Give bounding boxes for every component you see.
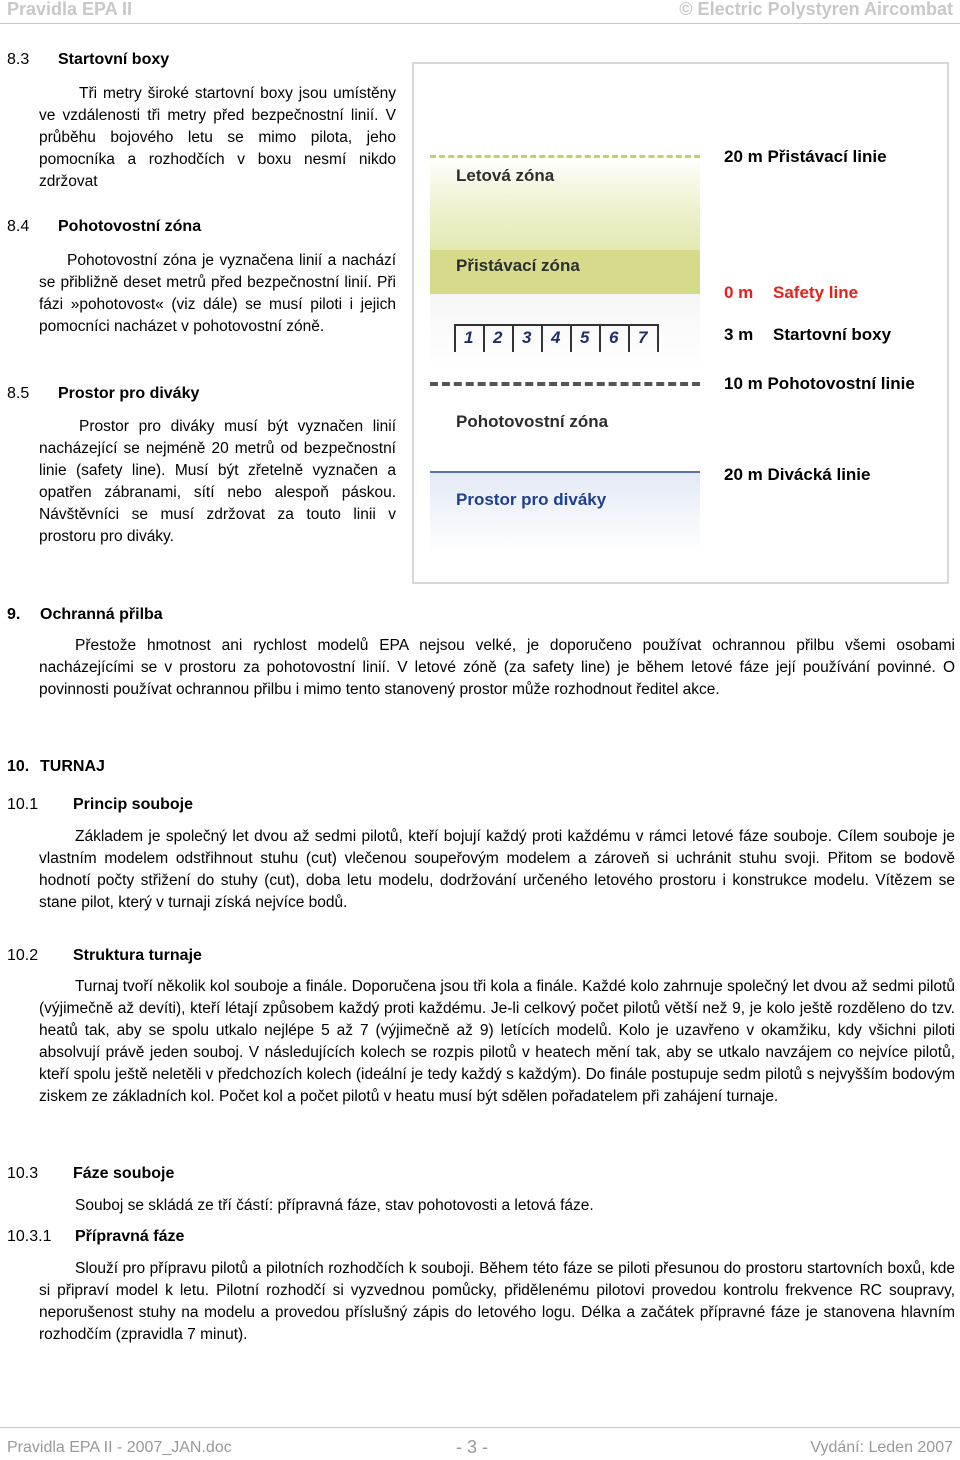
field-layout-diagram [412,62,949,584]
header-divider [0,23,960,24]
header-copyright: © Electric Polystyren Aircombat [679,0,953,19]
safety-line [430,291,700,294]
section-number: 9. [7,606,21,623]
section-number: 8.3 [7,51,30,68]
box-number: 7 [638,328,648,347]
starting-boxes [454,322,689,352]
boxes-distance-label: 3 m [724,325,754,344]
section-title: Princip souboje [73,796,194,813]
landing-line-label: 20 m Přistávací linie [724,147,887,166]
section-title: TURNAJ [40,758,105,775]
box-number: 2 [493,328,503,347]
flight-zone-label: Letová zóna [456,166,555,185]
section-number: 8.5 [7,385,30,402]
landing-zone-label: Přistávací zóna [456,256,580,275]
standby-zone-label: Pohotovostní zóna [456,412,609,431]
box-frame-end [657,324,659,352]
safety-distance-label: 0 m [724,283,754,302]
section-body: Základem je společný let dvou až sedmi pilotů, kteří bojují každý proti každému v rámci letové fáze souboje. Cílem souboje je vlastním modelem odstřihnout stuhu (cut) vlečenou soupeřovým modelem a zároveň si uchránit stuhu svoji. Přitom se bodově hodnotí počty střižení do stuhy (cut), doba letu modelu, dodržování určeného letového prostoru i konstrukce modelu. Vítězem se stane pilot, který v turnaji získá nejvíce bodů. [39,828,955,911]
footer-divider [0,1427,960,1428]
section-number: 8.4 [7,218,30,235]
section-title: Přípravná fáze [75,1228,185,1245]
section-title: Fáze souboje [73,1165,175,1182]
footer-edition: Vydání: Leden 2007 [810,1439,953,1456]
spectator-line [430,471,700,473]
spectator-zone-label: Prostor pro diváky [456,490,607,509]
section-body: Přestože hmotnost ani rychlost modelů EPA nejsou velké, je doporučeno používat ochrannou přilbu všemi osobami nacházejícími se v prostoru za pohotovostní linií. V letové zóně (za safety line) je během letové fáze její používání povinné. O povinnosti používat ochrannou přilbu i mimo tento stanovený prostor může rozhodnout ředitel akce. [39,637,955,698]
section-title: Struktura turnaje [73,947,202,964]
standby-line [430,382,700,386]
section-body: Souboj se skládá ze tří částí: přípravná fáze, stav pohotovosti a letová fáze. [75,1197,594,1214]
section-title: Startovní boxy [58,51,170,68]
boxes-label: Startovní boxy [773,325,892,344]
box-number: 5 [580,328,590,347]
spectator-zone-area [430,472,700,552]
section-title: Ochranná přilba [40,606,163,623]
section-number: 10. [7,758,30,775]
box-number: 1 [464,328,474,347]
section-body: Pohotovostní zóna je vyznačena linií a nachází se přibližně deset metrů před bezpečnostní linií. Při fázi »pohotovost« (viz dále) se musí piloti i jejich pomocníci nacházet v pohotovostní zóně. [39,252,396,335]
section-title: Pohotovostní zóna [58,218,202,235]
section-number: 10.2 [7,947,39,964]
landing-line [430,155,700,158]
box-number: 4 [551,328,561,347]
section-title: Prostor pro diváky [58,385,200,402]
spectator-line-label: 20 m Divácká linie [724,465,871,484]
box-number: 3 [522,328,532,347]
section-body: Prostor pro diváky musí být vyznačen linií nacházející se nejméně 20 metrů od bezpečnostní linie (safety line). Musí být zřetelně vyznačen a opatřen zábranami, sítí nebo alespoň páskou. Návštěvníci se musí zdržovat za touto linii v prostoru pro diváky. [39,418,396,545]
section-body: Turnaj tvoří několik kol souboje a finále. Doporučena jsou tři kola a finále. Každé kolo zahrnuje společný let dvou až sedmi pilotů (výjimečně až devíti), kteří létají způsobem každý proti každému. Je-li celkový počet pilotů větší než 9, je kolo ještě rozděleno do tzv. heatů tak, aby se spolu utkalo nejlépe 5 až 7 (výjimečně až 9) letících modelů. Kolo je uzavřeno v okamžiku, kdy všichni piloti absolvují právě jeden souboj. V následujících kolech se rozpis pilotů v heatech mění tak, aby se utkalo navzájem co nejvíce pilotů, kteří spolu ještě neletěli v předchozích kolech (ideální je tedy každý s každým). Do finále postupuje sedm pilotů s nejvyšším bodovým ziskem ze základních kol. Počet kol a počet pilotů v heatu musí být sdělen pořadatelem při zahájení turnaje. [39,978,955,1105]
page-header [0,0,960,22]
section-body: Tři metry široké startovní boxy jsou umístěny ve vzdálenosti tři metry před bezpečnostní linií. V průběhu bojového letu se mimo pilota, jeho pomocníka a rozhodčích v boxu nesmí nikdo zdržovat [39,85,396,190]
section-body: Slouží pro přípravu pilotů a pilotních rozhodčích k souboji. Během této fáze se piloti přesunou do prostoru startovních boxů, kde si připraví model k letu. Pilotní rozhodčí si vyzvednou pomůcky, přidělenému pilotovi provedou kontrolu frekvence RC soupravy, neporušenost stuhy na modelu a provedou příslušný zápis do letového logu. Délka a začátek přípravné fáze je stanovena hlavním rozhodčím (zpravidla 7 minut). [39,1260,955,1343]
header-title: Pravidla EPA II [7,0,133,19]
page-number: - 3 - [456,1437,489,1457]
safety-line-label: Safety line [773,283,859,302]
section-number: 10.3.1 [7,1228,52,1245]
section-number: 10.1 [7,796,39,813]
footer-filename: Pravidla EPA II - 2007_JAN.doc [7,1439,232,1456]
section-number: 10.3 [7,1165,39,1182]
standby-line-label: 10 m Pohotovostní linie [724,374,915,393]
box-number: 6 [609,328,619,347]
